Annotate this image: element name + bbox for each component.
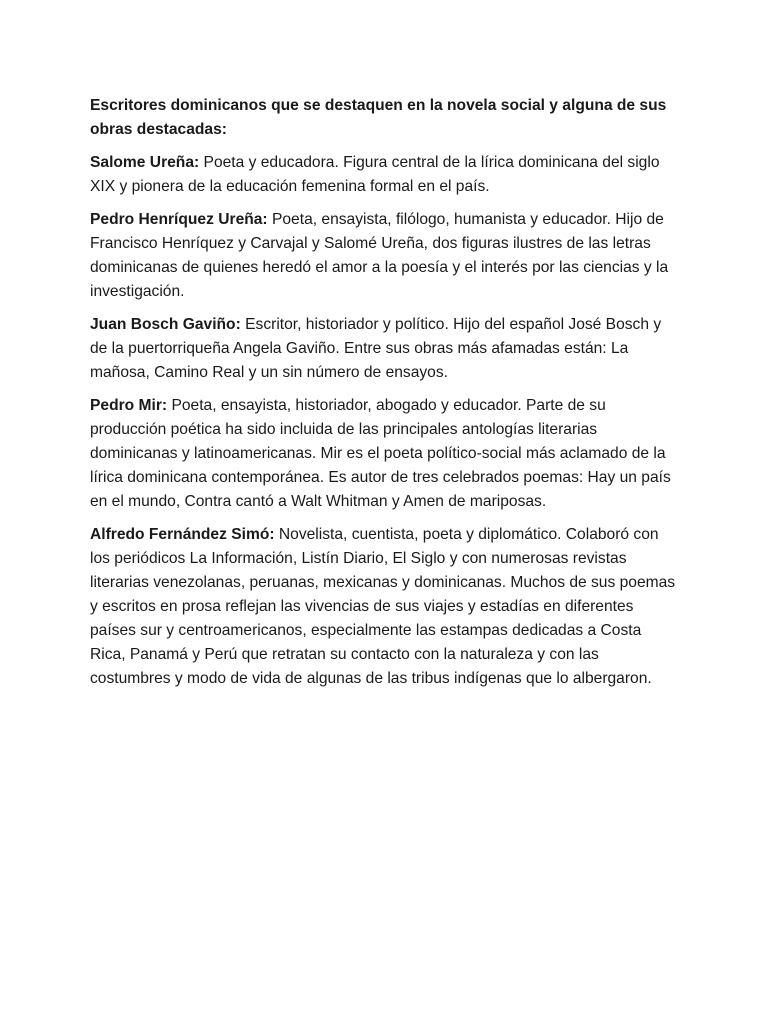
entry-pedro-mir: [90, 394, 678, 514]
entry-juan-bosch-gavino: [90, 313, 678, 385]
entry-text: Novelista, cuentista, poeta y diplomático. Colaboró con los periódicos La Información, Listín Diario, El Siglo y con numerosas revistas literarias venezolanas, peruanas, mexicanas y dominicanas. Muchos de sus poemas y escritos en prosa reflejan las vivencias de sus viajes y estadías en diferentes países sur y centroamericanos, especialmente las estampas dedicadas a Costa Rica, Panamá y Perú que retratan su contacto con la naturaleza y con las costumbres y modo de vida de algunas de las tribus indígenas que lo albergaron.: [90, 526, 676, 687]
entry-name: Juan Bosch Gaviño:: [90, 316, 241, 333]
entry-alfredo-fernandez-simo: [90, 523, 678, 691]
entry-salome-urena: [90, 151, 678, 199]
entry-text: Poeta, ensayista, filólogo, humanista y educador. Hijo de Francisco Henríquez y Carvajal y Salomé Ureña, dos figuras ilustres de las letras dominicanas de quienes heredó el amor a la poesía y el interés por las ciencias y la investigación.: [90, 211, 669, 300]
entry-text: Poeta, ensayista, historiador, abogado y educador. Parte de su producción poética ha sido incluida de las principales antologías literarias dominicanas y latinoamericanas. Mir es el poeta político-social más aclamado de la lírica dominicana contemporánea. Es autor de tres celebrados poemas: Hay un país en el mundo, Contra cantó a Walt Whitman y Amen de mariposas.: [90, 397, 671, 510]
entry-pedro-henriquez-urena: [90, 208, 678, 304]
entry-name: Pedro Henríquez Ureña:: [90, 211, 268, 228]
entry-name: Alfredo Fernández Simó:: [90, 526, 275, 543]
document-heading: Escritores dominicanos que se destaquen en la novela social y alguna de sus obras destacadas:: [90, 97, 667, 138]
entry-text: Poeta y educadora. Figura central de la lírica dominicana del siglo XIX y pionera de la educación femenina formal en el país.: [90, 154, 660, 195]
entry-text: Escritor, historiador y político. Hijo del español José Bosch y de la puertorriqueña Angela Gaviño. Entre sus obras más afamadas están: La mañosa, Camino Real y un sin número de ensayos.: [90, 316, 662, 381]
entry-name: Salome Ureña:: [90, 154, 200, 171]
entry-name: Pedro Mir:: [90, 397, 168, 414]
